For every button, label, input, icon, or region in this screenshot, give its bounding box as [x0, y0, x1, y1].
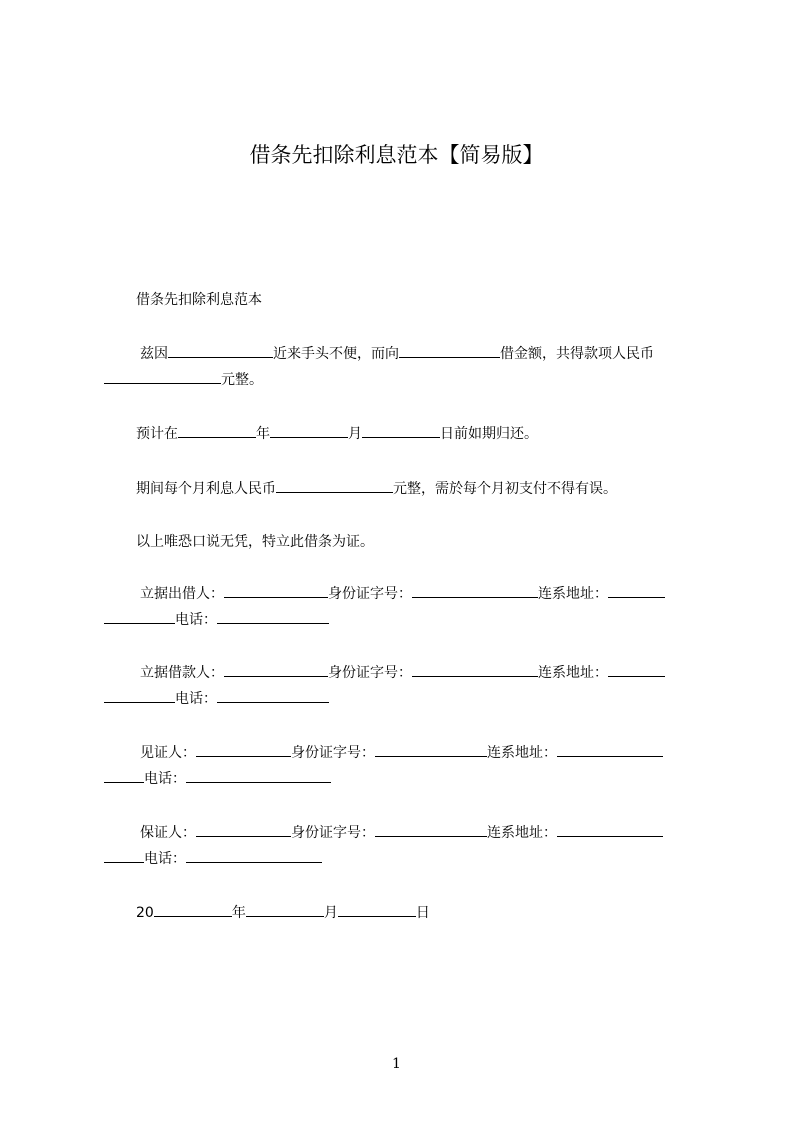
blank-guarantor[interactable]	[196, 822, 291, 837]
signature-date	[104, 900, 701, 926]
blank-witness-address-cont[interactable]	[104, 768, 144, 783]
lender-line-2	[104, 607, 701, 633]
clause-evidence	[104, 529, 701, 555]
clause-text: 预计在	[136, 426, 178, 442]
blank-lender-address[interactable]	[608, 583, 665, 598]
field-label: 身份证字号：	[291, 745, 375, 761]
field-label: 连系地址：	[487, 825, 557, 841]
date-prefix: 20	[136, 905, 154, 921]
date-unit: 月	[323, 905, 338, 921]
blank-amount[interactable]	[104, 369, 221, 384]
document-title: 借条先扣除利息范本【简易版】	[249, 143, 544, 167]
clause-text: 期间每个月利息人民币	[136, 481, 276, 497]
blank-month[interactable]	[270, 423, 348, 438]
date-unit: 日	[415, 905, 430, 921]
blank-sign-month[interactable]	[246, 902, 324, 917]
field-label: 见证人：	[140, 745, 196, 761]
clause-text: 兹因	[140, 346, 168, 362]
field-label: 立据出借人：	[140, 586, 224, 602]
field-label: 连系地址：	[538, 586, 608, 602]
blank-interest[interactable]	[276, 478, 393, 493]
blank-lender-name[interactable]	[399, 343, 500, 358]
borrower-line-2	[104, 686, 701, 712]
clause-text: 近来手头不便，而向	[273, 346, 399, 362]
blank-guarantor-phone[interactable]	[186, 848, 322, 863]
clause-text: 元整。	[221, 372, 263, 388]
blank-witness-phone[interactable]	[186, 768, 331, 783]
guarantor-line-2	[104, 846, 701, 872]
blank-day[interactable]	[362, 423, 440, 438]
blank-witness-id[interactable]	[375, 742, 487, 757]
lender-line	[104, 581, 701, 607]
blank-witness[interactable]	[196, 742, 291, 757]
blank-lender-address-cont[interactable]	[104, 609, 175, 624]
clause-repay-date	[104, 421, 701, 447]
field-label: 连系地址：	[487, 745, 557, 761]
blank-borrower-address[interactable]	[608, 662, 665, 677]
date-unit: 年	[231, 905, 246, 921]
blank-lender[interactable]	[224, 583, 328, 598]
clause-text: 以上唯恐口说无凭，特立此借条为证。	[136, 534, 374, 550]
field-label: 身份证字号：	[328, 586, 412, 602]
field-label: 保证人：	[140, 825, 196, 841]
clause-text: 借金额，共得款项人民币	[500, 346, 654, 362]
clause-text: 日前如期归还。	[440, 426, 538, 442]
clause-text: 月	[348, 426, 362, 442]
field-label: 电话：	[175, 691, 217, 707]
field-label: 连系地址：	[538, 665, 608, 681]
field-label: 电话：	[144, 851, 186, 867]
clause-borrow-amount	[104, 367, 701, 393]
blank-borrower-phone[interactable]	[217, 688, 329, 703]
borrower-line	[104, 660, 701, 686]
field-label: 身份证字号：	[291, 825, 375, 841]
clause-borrow-reason	[104, 341, 701, 367]
blank-guarantor-address-cont[interactable]	[104, 848, 144, 863]
field-label: 电话：	[175, 612, 217, 628]
clause-interest	[104, 476, 701, 502]
clause-text: 元整，需於每个月初支付不得有误。	[393, 481, 617, 497]
witness-line-2	[104, 766, 701, 792]
blank-guarantor-address[interactable]	[557, 822, 663, 837]
blank-borrower-name[interactable]	[168, 343, 273, 358]
blank-borrower-address-cont[interactable]	[104, 688, 175, 703]
blank-borrower-id[interactable]	[412, 662, 538, 677]
blank-sign-year[interactable]	[154, 902, 232, 917]
page-number: 1	[392, 1056, 401, 1072]
field-label: 立据借款人：	[140, 665, 224, 681]
field-label: 电话：	[144, 771, 186, 787]
witness-line	[104, 740, 701, 766]
blank-witness-address[interactable]	[557, 742, 663, 757]
subtitle: 借条先扣除利息范本	[136, 292, 262, 308]
blank-year[interactable]	[178, 423, 256, 438]
clause-text: 年	[256, 426, 270, 442]
blank-guarantor-id[interactable]	[375, 822, 487, 837]
guarantor-line	[104, 820, 701, 846]
blank-sign-day[interactable]	[338, 902, 416, 917]
blank-lender-id[interactable]	[412, 583, 538, 598]
blank-borrower[interactable]	[224, 662, 328, 677]
blank-lender-phone[interactable]	[217, 609, 329, 624]
field-label: 身份证字号：	[328, 665, 412, 681]
